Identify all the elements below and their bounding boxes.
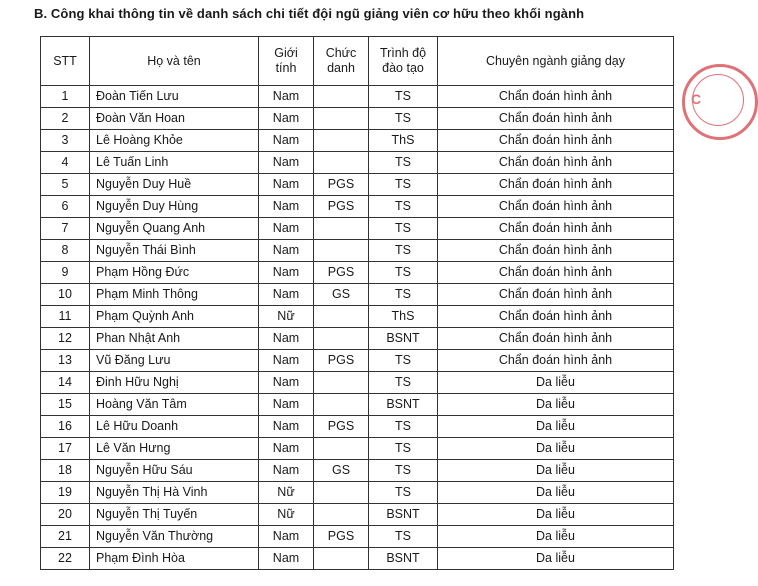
cell-major: Chẩn đoán hình ảnh	[438, 350, 674, 372]
cell-level: TS	[369, 262, 438, 284]
cell-major: Chẩn đoán hình ảnh	[438, 262, 674, 284]
table-header	[41, 37, 674, 86]
table-row	[41, 306, 674, 328]
cell-name: Phạm Minh Thông	[90, 284, 259, 306]
cell-level: TS	[369, 196, 438, 218]
cell-major: Da liễu	[438, 394, 674, 416]
cell-name: Lê Hoàng Khỏe	[90, 130, 259, 152]
table-row	[41, 86, 674, 108]
cell-major: Da liễu	[438, 460, 674, 482]
cell-stt: 18	[41, 460, 90, 482]
table-row	[41, 174, 674, 196]
cell-name: Hoàng Văn Tâm	[90, 394, 259, 416]
cell-major: Da liễu	[438, 526, 674, 548]
table-body	[41, 86, 674, 570]
cell-stt: 9	[41, 262, 90, 284]
cell-name: Đinh Hữu Nghị	[90, 372, 259, 394]
table-row	[41, 284, 674, 306]
cell-major: Chẩn đoán hình ảnh	[438, 130, 674, 152]
cell-title: PGS	[314, 262, 369, 284]
cell-level: TS	[369, 416, 438, 438]
cell-sex: Nam	[259, 152, 314, 174]
cell-sex: Nam	[259, 86, 314, 108]
cell-level: TS	[369, 240, 438, 262]
cell-major: Chẩn đoán hình ảnh	[438, 152, 674, 174]
cell-title: GS	[314, 460, 369, 482]
table-row	[41, 482, 674, 504]
cell-level: BSNT	[369, 328, 438, 350]
cell-major: Da liễu	[438, 482, 674, 504]
cell-level: TS	[369, 284, 438, 306]
cell-sex: Nam	[259, 218, 314, 240]
table-row	[41, 394, 674, 416]
cell-sex: Nam	[259, 416, 314, 438]
cell-level: TS	[369, 372, 438, 394]
cell-sex: Nam	[259, 372, 314, 394]
header-row	[41, 37, 674, 86]
cell-title: PGS	[314, 174, 369, 196]
table-row	[41, 130, 674, 152]
table-row	[41, 438, 674, 460]
cell-major: Chẩn đoán hình ảnh	[438, 86, 674, 108]
table-row	[41, 240, 674, 262]
cell-name: Phạm Quỳnh Anh	[90, 306, 259, 328]
cell-level: ThS	[369, 306, 438, 328]
cell-sex: Nam	[259, 328, 314, 350]
cell-title	[314, 306, 369, 328]
header-major: Chuyên ngành giảng dạy	[438, 37, 674, 86]
cell-sex: Nam	[259, 196, 314, 218]
cell-stt: 19	[41, 482, 90, 504]
cell-level: TS	[369, 174, 438, 196]
cell-title	[314, 438, 369, 460]
cell-sex: Nam	[259, 548, 314, 570]
cell-name: Phan Nhật Anh	[90, 328, 259, 350]
cell-title	[314, 504, 369, 526]
cell-stt: 13	[41, 350, 90, 372]
cell-name: Nguyễn Thị Hà Vinh	[90, 482, 259, 504]
cell-sex: Nữ	[259, 504, 314, 526]
cell-major: Chẩn đoán hình ảnh	[438, 108, 674, 130]
cell-sex: Nam	[259, 240, 314, 262]
table-row	[41, 262, 674, 284]
cell-name: Lê Tuấn Linh	[90, 152, 259, 174]
cell-major: Chẩn đoán hình ảnh	[438, 306, 674, 328]
cell-stt: 11	[41, 306, 90, 328]
table-row	[41, 504, 674, 526]
cell-stt: 16	[41, 416, 90, 438]
cell-major: Da liễu	[438, 372, 674, 394]
cell-sex: Nam	[259, 394, 314, 416]
cell-title: PGS	[314, 196, 369, 218]
cell-level: TS	[369, 460, 438, 482]
cell-name: Đoàn Tiến Lưu	[90, 86, 259, 108]
cell-major: Chẩn đoán hình ảnh	[438, 174, 674, 196]
table-row	[41, 416, 674, 438]
cell-sex: Nam	[259, 108, 314, 130]
cell-stt: 5	[41, 174, 90, 196]
cell-major: Da liễu	[438, 548, 674, 570]
cell-name: Phạm Đình Hòa	[90, 548, 259, 570]
cell-stt: 22	[41, 548, 90, 570]
cell-level: ThS	[369, 130, 438, 152]
cell-title	[314, 548, 369, 570]
cell-stt: 15	[41, 394, 90, 416]
cell-name: Nguyễn Duy Huề	[90, 174, 259, 196]
cell-level: TS	[369, 526, 438, 548]
cell-major: Chẩn đoán hình ảnh	[438, 240, 674, 262]
table-row	[41, 152, 674, 174]
cell-major: Chẩn đoán hình ảnh	[438, 284, 674, 306]
cell-stt: 4	[41, 152, 90, 174]
cell-stt: 14	[41, 372, 90, 394]
cell-stt: 21	[41, 526, 90, 548]
table-row	[41, 350, 674, 372]
cell-sex: Nam	[259, 174, 314, 196]
red-seal-stamp	[682, 64, 758, 140]
header-level: Trình độ đào tạo	[369, 37, 438, 86]
cell-title: PGS	[314, 350, 369, 372]
cell-stt: 20	[41, 504, 90, 526]
cell-level: TS	[369, 482, 438, 504]
cell-major: Da liễu	[438, 416, 674, 438]
cell-sex: Nam	[259, 350, 314, 372]
cell-major: Chẩn đoán hình ảnh	[438, 328, 674, 350]
cell-name: Nguyễn Thị Tuyến	[90, 504, 259, 526]
cell-level: BSNT	[369, 504, 438, 526]
header-stt: STT	[41, 37, 90, 86]
cell-level: BSNT	[369, 394, 438, 416]
cell-title	[314, 372, 369, 394]
cell-name: Nguyễn Văn Thường	[90, 526, 259, 548]
cell-title	[314, 482, 369, 504]
cell-name: Nguyễn Duy Hùng	[90, 196, 259, 218]
cell-level: TS	[369, 108, 438, 130]
cell-title: GS	[314, 284, 369, 306]
cell-title	[314, 86, 369, 108]
table-row	[41, 218, 674, 240]
section-title: B. Công khai thông tin về danh sách chi tiết đội ngũ giảng viên cơ hữu theo khối ngành	[34, 6, 585, 21]
seal-fragment-icon: C	[691, 91, 702, 107]
cell-title	[314, 152, 369, 174]
cell-stt: 2	[41, 108, 90, 130]
cell-sex: Nữ	[259, 482, 314, 504]
staff-table	[40, 36, 674, 570]
cell-major: Chẩn đoán hình ảnh	[438, 218, 674, 240]
cell-name: Đoàn Văn Hoan	[90, 108, 259, 130]
cell-title	[314, 240, 369, 262]
cell-stt: 8	[41, 240, 90, 262]
cell-title: PGS	[314, 526, 369, 548]
table-row	[41, 460, 674, 482]
cell-level: TS	[369, 350, 438, 372]
table-row	[41, 108, 674, 130]
cell-name: Phạm Hồng Đức	[90, 262, 259, 284]
cell-stt: 3	[41, 130, 90, 152]
cell-title	[314, 218, 369, 240]
cell-sex: Nam	[259, 284, 314, 306]
cell-level: TS	[369, 438, 438, 460]
cell-name: Vũ Đăng Lưu	[90, 350, 259, 372]
table-row	[41, 196, 674, 218]
table-row	[41, 548, 674, 570]
cell-stt: 10	[41, 284, 90, 306]
cell-title	[314, 130, 369, 152]
cell-sex: Nam	[259, 262, 314, 284]
cell-sex: Nam	[259, 460, 314, 482]
cell-title	[314, 328, 369, 350]
cell-major: Da liễu	[438, 504, 674, 526]
cell-level: TS	[369, 152, 438, 174]
table-row	[41, 328, 674, 350]
cell-stt: 7	[41, 218, 90, 240]
cell-level: TS	[369, 218, 438, 240]
cell-level: TS	[369, 86, 438, 108]
cell-name: Nguyễn Quang Anh	[90, 218, 259, 240]
cell-level: BSNT	[369, 548, 438, 570]
cell-name: Nguyễn Hữu Sáu	[90, 460, 259, 482]
cell-stt: 12	[41, 328, 90, 350]
cell-sex: Nam	[259, 130, 314, 152]
header-title: Chức danh	[314, 37, 369, 86]
cell-sex: Nam	[259, 438, 314, 460]
cell-major: Da liễu	[438, 438, 674, 460]
cell-sex: Nữ	[259, 306, 314, 328]
header-sex: Giới tính	[259, 37, 314, 86]
cell-name: Nguyễn Thái Bình	[90, 240, 259, 262]
table-row	[41, 526, 674, 548]
cell-major: Chẩn đoán hình ảnh	[438, 196, 674, 218]
cell-name: Lê Văn Hưng	[90, 438, 259, 460]
cell-title	[314, 394, 369, 416]
cell-title: PGS	[314, 416, 369, 438]
cell-stt: 6	[41, 196, 90, 218]
table-row	[41, 372, 674, 394]
cell-stt: 17	[41, 438, 90, 460]
header-name: Họ và tên	[90, 37, 259, 86]
cell-stt: 1	[41, 86, 90, 108]
cell-name: Lê Hữu Doanh	[90, 416, 259, 438]
cell-sex: Nam	[259, 526, 314, 548]
cell-title	[314, 108, 369, 130]
